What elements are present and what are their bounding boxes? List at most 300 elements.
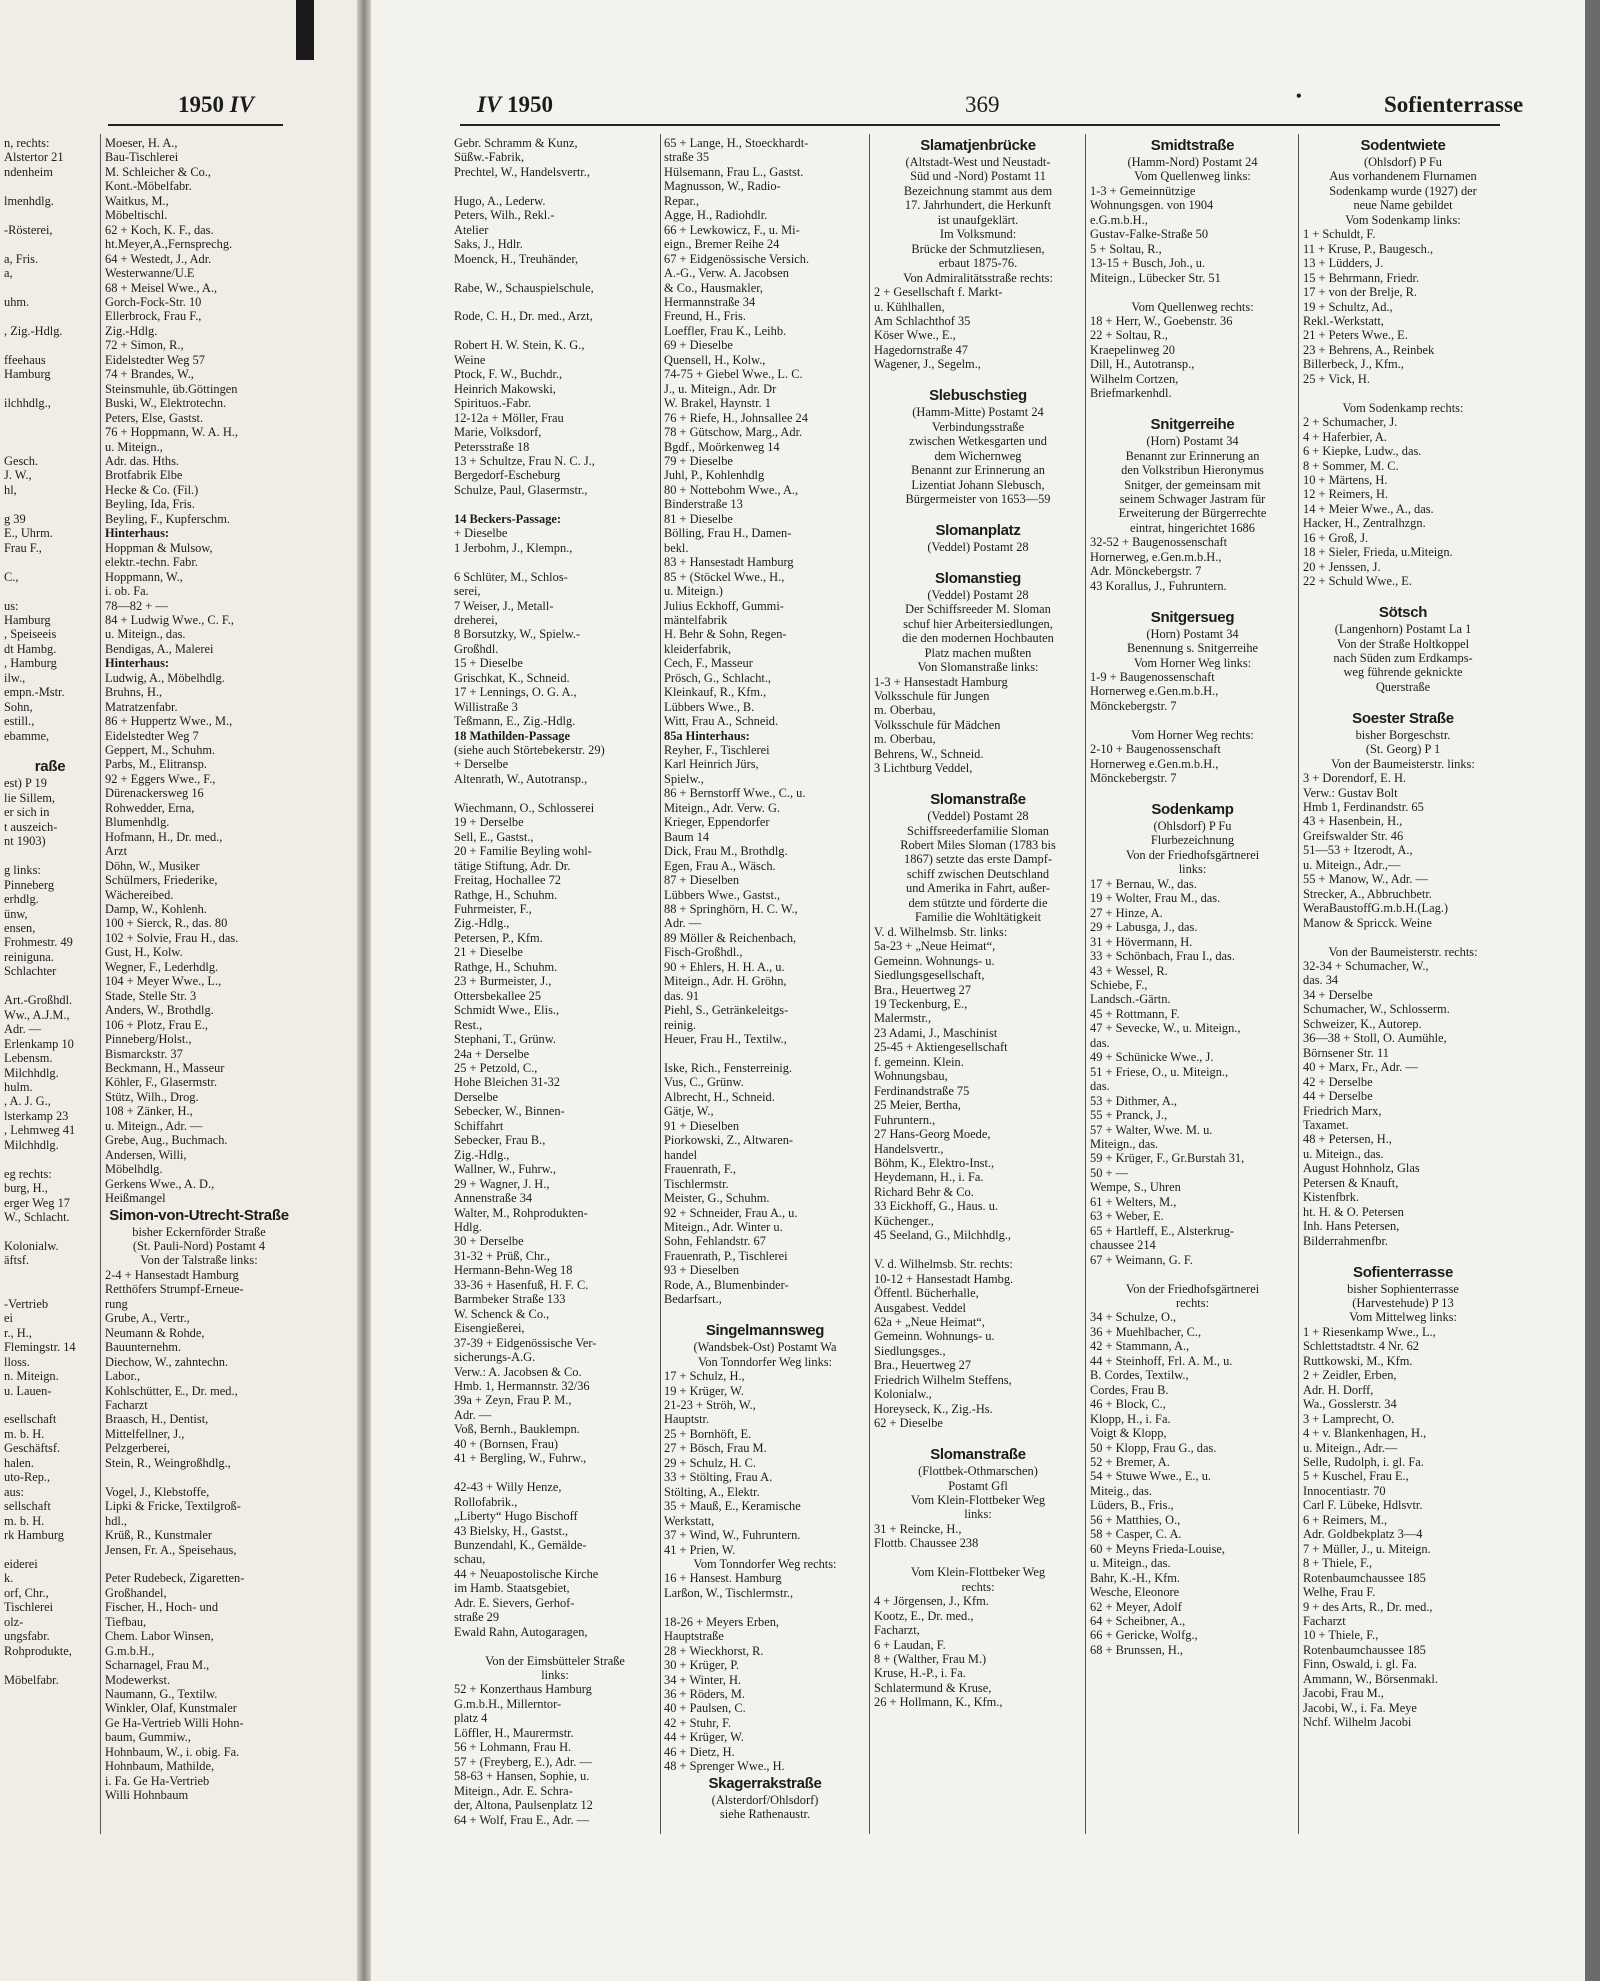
directory-line: t auszeich- bbox=[4, 819, 58, 834]
directory-line: 39a + Zeyn, Frau P. M., bbox=[454, 1393, 572, 1408]
directory-line: Miteig., das. bbox=[1090, 1483, 1152, 1498]
directory-line: Hugo, A., Lederw. bbox=[454, 193, 546, 208]
directory-line: Heuer, Frau H., Textilw., bbox=[664, 1032, 787, 1047]
directory-line: 67 + Eidgenössische Versich. bbox=[664, 251, 810, 266]
directory-line: Gust, H., Kolw. bbox=[105, 945, 183, 960]
directory-line: 40 + (Bornsen, Frau) bbox=[454, 1436, 559, 1451]
directory-line: 33 Eickhoff, G., Haus. u. bbox=[874, 1199, 999, 1214]
directory-line: Fischer, H., Hoch- und bbox=[105, 1600, 219, 1615]
directory-line: Hmb 1, Ferdinandstr. 65 bbox=[1303, 800, 1424, 815]
street-heading: Soester Straße bbox=[1352, 709, 1454, 727]
directory-line: Hamburg bbox=[4, 367, 51, 382]
directory-line: ensen, bbox=[4, 921, 36, 936]
directory-line: Adr. — bbox=[664, 916, 702, 931]
directory-line: Billerbeck, J., Kfm., bbox=[1303, 357, 1404, 372]
directory-line: g 39 bbox=[4, 511, 26, 526]
directory-line: straße 35 bbox=[664, 150, 710, 165]
directory-line: Modewerkst. bbox=[105, 1672, 171, 1687]
directory-line: 4 + Haferbier, A. bbox=[1303, 429, 1387, 444]
directory-line: 86 + Huppertz Wwe., M., bbox=[105, 714, 233, 729]
directory-line: Atelier bbox=[454, 222, 489, 237]
directory-line: Von der Straße Holtkoppel bbox=[1336, 636, 1470, 651]
directory-line: Hohnbaum, W., i. obig. Fa. bbox=[105, 1744, 240, 1759]
directory-line: Postamt Gfl bbox=[948, 1478, 1008, 1493]
directory-line bbox=[1303, 589, 1503, 603]
directory-line: ht. H. & O. Petersen bbox=[1303, 1204, 1404, 1219]
directory-line: Miteign., Adr. E. Schra- bbox=[454, 1783, 573, 1798]
directory-line: Art.-Großhdl. bbox=[4, 993, 73, 1008]
directory-line bbox=[4, 1152, 96, 1166]
directory-line: B. Cordes, Textilw., bbox=[1090, 1368, 1189, 1383]
directory-line: V. d. Wilhelmsb. Str. links: bbox=[874, 924, 1008, 939]
directory-line: Hauptstraße bbox=[664, 1629, 724, 1644]
column-divider bbox=[100, 134, 101, 1834]
directory-line: Meister, G., Schuhm. bbox=[664, 1191, 770, 1206]
directory-line: e.G.m.b.H., bbox=[1090, 212, 1148, 227]
directory-line: Flemingstr. 14 bbox=[4, 1340, 76, 1355]
directory-line: 17. Jahrhundert, die Herkunft bbox=[904, 198, 1052, 213]
directory-line: Gesch. bbox=[4, 453, 39, 468]
directory-line: Geschäftsf. bbox=[4, 1441, 61, 1456]
directory-line: 18 + Herr, W., Goebenstr. 36 bbox=[1090, 313, 1233, 328]
directory-line: Rohprodukte, bbox=[4, 1643, 72, 1658]
directory-line: Hornerweg e.Gen.m.b.H., bbox=[1090, 684, 1219, 699]
directory-line: Schumacher, W., Schlosserm. bbox=[1303, 1002, 1450, 1017]
directory-line: 1867) setzte das erste Dampf- bbox=[904, 852, 1052, 867]
directory-line: 19 + Schultz, Ad., bbox=[1303, 299, 1393, 314]
directory-line: Frauenrath, P., Tischlerei bbox=[664, 1248, 788, 1263]
directory-line: 1 Jerbohm, J., Klempn., bbox=[454, 540, 573, 555]
directory-line: Wagener, J., Segelm., bbox=[874, 357, 981, 372]
directory-column bbox=[664, 136, 866, 1822]
directory-line: Bgdf., Moörkenweg 14 bbox=[664, 439, 780, 454]
directory-line bbox=[4, 309, 96, 323]
directory-line: a, Fris. bbox=[4, 251, 39, 266]
directory-line bbox=[874, 506, 1082, 520]
directory-line: 86 + Bernstorff Wwe., C., u. bbox=[664, 786, 806, 801]
directory-line: Bendigas, A., Malerei bbox=[105, 641, 214, 656]
directory-line: (Ohlsdorf) P Fu bbox=[1153, 819, 1232, 834]
directory-line: Damp, W., Kohlenh. bbox=[105, 902, 207, 917]
directory-line: Sebecker, W., Binnen- bbox=[454, 1104, 565, 1119]
directory-line: Krieger, Eppendorfer bbox=[664, 815, 770, 830]
directory-line: (Langenhorn) Postamt La 1 bbox=[1334, 622, 1472, 637]
directory-line: Nchf. Wilhelm Jacobi bbox=[1303, 1715, 1412, 1730]
directory-line: 20 + Familie Beyling wohl- bbox=[454, 844, 592, 859]
directory-line: Volksschule für Mädchen bbox=[874, 717, 1001, 732]
directory-line: Parbs, M., Elitransp. bbox=[105, 757, 207, 772]
directory-line: (Alsterdorf/Ohlsdorf) bbox=[711, 1792, 819, 1807]
directory-line: Ferdinandstraße 75 bbox=[874, 1083, 970, 1098]
directory-line: 80 + Nottebohm Wwe., A., bbox=[664, 482, 799, 497]
directory-line bbox=[1090, 401, 1295, 415]
directory-line: 46 + Block, C., bbox=[1090, 1397, 1166, 1412]
directory-line: Hoppman & Mulsow, bbox=[105, 540, 213, 555]
directory-line: Robert Miles Sloman (1783 bis bbox=[900, 838, 1056, 853]
directory-line: Jacobi, Frau M., bbox=[1303, 1686, 1384, 1701]
directory-line: Facharzt bbox=[1303, 1613, 1346, 1628]
directory-line: Hofmann, H., Dr. med., bbox=[105, 829, 223, 844]
directory-line: Beyling, Ida, Fris. bbox=[105, 497, 195, 512]
directory-line: 43 Bielsky, H., Gastst., bbox=[454, 1523, 569, 1538]
directory-line: Repar., bbox=[664, 193, 700, 208]
directory-line: 61 + Welters, M., bbox=[1090, 1194, 1177, 1209]
directory-line: 2-4 + Hansestadt Hamburg bbox=[105, 1267, 239, 1282]
directory-line: Scharnagel, Frau M., bbox=[105, 1658, 210, 1673]
directory-line: bisher Eckernförder Straße bbox=[132, 1224, 266, 1239]
directory-line: 31 + Reincke, H., bbox=[874, 1521, 962, 1536]
directory-line: 83 + Hansestadt Hamburg bbox=[664, 555, 794, 570]
directory-line: Möbelhdlg. bbox=[105, 1162, 163, 1177]
directory-line: neue Name gebildet bbox=[1353, 198, 1453, 213]
directory-line: 74 + Brandes, W., bbox=[105, 367, 194, 382]
directory-line: 23 + Burmeister, J., bbox=[454, 974, 552, 989]
directory-line: Selle, Rudolph, i. gl. Fa. bbox=[1303, 1454, 1424, 1469]
directory-line: , Speiseeis bbox=[4, 627, 57, 642]
directory-line bbox=[4, 1398, 96, 1412]
directory-line: lloss. bbox=[4, 1354, 30, 1369]
directory-line: 28 + Wieckhorst, R. bbox=[664, 1643, 764, 1658]
directory-line: (Horn) Postamt 34 bbox=[1146, 434, 1239, 449]
directory-line: Vom Sodenkamp rechts: bbox=[1342, 400, 1464, 415]
directory-line: Larßon, W., Tischlermstr., bbox=[664, 1585, 794, 1600]
directory-line bbox=[105, 1470, 293, 1484]
directory-line: Erweiterung der Bürgerrechte bbox=[1118, 506, 1267, 521]
directory-line: Rode, A., Blumenbinder- bbox=[664, 1277, 789, 1292]
directory-line: Vus, C., Grünw. bbox=[664, 1075, 744, 1090]
directory-line: M. Schleicher & Co., bbox=[105, 164, 211, 179]
directory-line: schuf hier Arbeitersiedlungen, bbox=[903, 616, 1053, 631]
directory-line: 25 + Vick, H. bbox=[1303, 371, 1370, 386]
street-heading: Slebuschstieg bbox=[929, 387, 1027, 405]
directory-line bbox=[4, 1225, 96, 1239]
directory-line: 14 + Meier Wwe., A., das. bbox=[1303, 501, 1434, 516]
directory-line bbox=[105, 1557, 293, 1571]
directory-line: Teßmann, E., Zig.-Hdlg. bbox=[454, 714, 576, 729]
directory-line: 63 + Weber, E. bbox=[1090, 1209, 1164, 1224]
directory-line: Klopp, H., i. Fa. bbox=[1090, 1411, 1171, 1426]
directory-line: Adr. Mönckebergstr. 7 bbox=[1090, 564, 1202, 579]
directory-line: Lübbers Wwe., Gastst., bbox=[664, 887, 781, 902]
directory-line: 76 + Hoppmann, W. A. H., bbox=[105, 425, 238, 440]
directory-line: Peters, Wilh., Rekl.- bbox=[454, 208, 555, 223]
directory-line: 13 + Lüdders, J. bbox=[1303, 256, 1384, 271]
directory-line: 3 + Dorendorf, E. H. bbox=[1303, 771, 1406, 786]
street-heading: Slomanstieg bbox=[935, 569, 1021, 587]
directory-line: (Veddel) Postamt 28 bbox=[927, 587, 1029, 602]
directory-line: 84 + Ludwig Wwe., C. F., bbox=[105, 612, 234, 627]
directory-line: eiderei bbox=[4, 1556, 38, 1571]
directory-line: 62 + Meyer, Adolf bbox=[1090, 1599, 1182, 1614]
directory-line: 51 + Friese, O., u. Miteign., bbox=[1090, 1064, 1229, 1079]
directory-line: links: bbox=[964, 1507, 992, 1522]
directory-line: G.m.b.H., bbox=[105, 1643, 155, 1658]
directory-line: Zig.-Hdlg., bbox=[454, 916, 510, 931]
directory-line: Wa., Gosslerstr. 34 bbox=[1303, 1397, 1397, 1412]
directory-line: 31-32 + Prüß, Chr., bbox=[454, 1248, 550, 1263]
directory-line: u. Kühlhallen, bbox=[874, 299, 945, 314]
directory-line: 44 + Neuapostolische Kirche bbox=[454, 1566, 599, 1581]
directory-line: der, Altona, Paulsenplatz 12 bbox=[454, 1798, 593, 1813]
directory-line: Köser Wwe., E., bbox=[874, 328, 956, 343]
directory-line: Von Slomanstraße links: bbox=[917, 660, 1039, 675]
directory-line: Bismarckstr. 37 bbox=[105, 1046, 183, 1061]
directory-line: Marie, Volksdorf, bbox=[454, 425, 542, 440]
directory-line: Benannt zur Erinnerung an bbox=[911, 463, 1045, 478]
directory-line: u. Miteign., Adr. — bbox=[105, 1118, 203, 1133]
directory-line: Alstertor 21 bbox=[4, 150, 64, 165]
running-head: Sofienterrasse bbox=[1384, 92, 1524, 117]
directory-line: Malermstr., bbox=[874, 1011, 932, 1026]
column-divider bbox=[1085, 134, 1086, 1834]
directory-line: Facharzt, bbox=[874, 1623, 920, 1638]
directory-line: Bra., Heuertweg 27 bbox=[874, 982, 972, 997]
directory-line: u. Miteign., bbox=[105, 439, 163, 454]
directory-line: hulm. bbox=[4, 1080, 33, 1094]
directory-line: m. Oberbau, bbox=[874, 732, 936, 747]
directory-line: kleiderfabrik, bbox=[664, 641, 732, 656]
directory-line: g links: bbox=[4, 863, 41, 878]
directory-line: 2-10 + Baugenossenschaft bbox=[1090, 742, 1221, 757]
directory-line: Rotenbaumchaussee 185 bbox=[1303, 1642, 1426, 1657]
directory-line: Manow & Spricck. Weine bbox=[1303, 915, 1432, 930]
directory-line: Ellerbrock, Frau F., bbox=[105, 309, 202, 324]
directory-line: erhdlg. bbox=[4, 892, 39, 907]
directory-line: Verw.: A. Jacobsen & Co. bbox=[454, 1364, 582, 1379]
directory-column bbox=[1303, 136, 1503, 1730]
directory-line: Zig.-Hdlg. bbox=[105, 323, 158, 338]
directory-line: us: bbox=[4, 598, 19, 613]
directory-line: Hermannstraße 34 bbox=[664, 294, 756, 309]
directory-line: Krüß, R., Kunstmaler bbox=[105, 1528, 213, 1543]
directory-line: 108 + Zänker, H., bbox=[105, 1104, 193, 1119]
directory-line: empn.-Mstr. bbox=[4, 685, 65, 700]
directory-line: 104 + Meyer Wwe., L., bbox=[105, 974, 222, 989]
directory-line: Grischkat, K., Schneid. bbox=[454, 670, 570, 685]
directory-line: 49 + Schünicke Wwe., J. bbox=[1090, 1050, 1214, 1065]
directory-line: Fisch-Großhdl., bbox=[664, 945, 743, 960]
directory-line bbox=[1090, 786, 1295, 800]
street-heading: Skagerrakstraße bbox=[708, 1774, 822, 1792]
directory-line bbox=[4, 584, 96, 598]
directory-line: Siedlungsges., bbox=[874, 1343, 946, 1358]
directory-line: , Zig.-Hdlg. bbox=[4, 323, 63, 338]
directory-line: 41 + Bergling, W., Fuhrw., bbox=[454, 1451, 587, 1466]
directory-line: u. Miteign., Adr.— bbox=[1303, 1440, 1398, 1455]
directory-line: Westerwanne/U.E bbox=[105, 266, 195, 281]
directory-line: 19 + Derselbe bbox=[454, 815, 524, 830]
directory-line: Heydemann, H., i. Fa. bbox=[874, 1170, 984, 1185]
street-heading: Slomanplatz bbox=[935, 521, 1021, 539]
directory-line: 56 + Lohmann, Frau H. bbox=[454, 1740, 572, 1755]
directory-line: , A. J. G., bbox=[4, 1094, 51, 1109]
directory-line: Schlachter bbox=[4, 964, 57, 979]
directory-column bbox=[874, 136, 1082, 1710]
directory-line: 1-3 + Gemeinnützige bbox=[1090, 183, 1196, 198]
street-heading: Sofienterrasse bbox=[1352, 1263, 1454, 1281]
directory-line: esellschaft bbox=[4, 1412, 57, 1427]
directory-line bbox=[664, 1600, 866, 1614]
directory-line: hdl., bbox=[105, 1513, 128, 1528]
directory-line: 64 + Westedt, J., Adr. bbox=[105, 251, 212, 266]
directory-line: Hohnbaum, Mathilde, bbox=[105, 1759, 215, 1774]
directory-line: Behrens, W., Schneid. bbox=[874, 746, 984, 761]
directory-line: ungsfabr. bbox=[4, 1629, 50, 1644]
directory-line bbox=[874, 1551, 1082, 1565]
directory-line: 12 + Reimers, H. bbox=[1303, 487, 1389, 502]
directory-line: Benennung s. Snitgerreihe bbox=[1126, 641, 1259, 656]
directory-line: 34 + Schulze, O., bbox=[1090, 1310, 1177, 1325]
directory-line: Mönckebergstr. 7 bbox=[1090, 771, 1177, 786]
directory-line: Hornerweg, e.Gen.m.b.H., bbox=[1090, 549, 1222, 564]
directory-line: Bölling, Frau H., Damen- bbox=[664, 526, 792, 541]
directory-line: (Horn) Postamt 34 bbox=[1146, 626, 1239, 641]
directory-line: Hermann-Behn-Weg 18 bbox=[454, 1263, 573, 1278]
directory-line: Prösch, G., Schlacht., bbox=[664, 670, 772, 685]
directory-line: Pinneberg/Holst., bbox=[105, 1032, 192, 1047]
directory-line: Werkstatt, bbox=[664, 1513, 715, 1528]
directory-line: 1-9 + Baugenossenschaft bbox=[1090, 669, 1215, 684]
directory-line: Der Schiffsreeder M. Sloman bbox=[905, 602, 1051, 617]
directory-line: Moeser, H. A., bbox=[105, 136, 178, 150]
directory-line: 27 Hans-Georg Moede, bbox=[874, 1127, 991, 1142]
directory-line: Diechow, W., zahntechn. bbox=[105, 1354, 229, 1369]
directory-line bbox=[454, 1639, 656, 1653]
directory-line: Strecker, A., Abbruchbetr. bbox=[1303, 886, 1432, 901]
directory-line bbox=[1090, 1267, 1295, 1281]
directory-line: Voigt & Klopp, bbox=[1090, 1426, 1167, 1441]
directory-line: Altenrath, W., Autotransp., bbox=[454, 771, 588, 786]
directory-line: orf, Chr., bbox=[4, 1585, 49, 1600]
directory-line: Eidelstedter Weg 7 bbox=[105, 728, 199, 743]
directory-line: (St. Pauli-Nord) Postamt 4 bbox=[132, 1238, 266, 1253]
directory-line: Süßw.-Fabrik, bbox=[454, 150, 525, 165]
directory-line: 21 + Peters Wwe., E. bbox=[1303, 328, 1408, 343]
directory-line: Waitkus, M., bbox=[105, 193, 169, 208]
directory-line: Vom Quellenweg rechts: bbox=[1131, 299, 1254, 314]
directory-line: lie Sillem, bbox=[4, 790, 55, 805]
scan-edge bbox=[296, 0, 314, 60]
directory-line: 62 + Koch, K. F., das. bbox=[105, 222, 214, 237]
directory-line: Innocentiastr. 70 bbox=[1303, 1483, 1386, 1498]
directory-line: rechts: bbox=[961, 1579, 995, 1594]
directory-line bbox=[1303, 1248, 1503, 1262]
directory-line: Eisengießerei, bbox=[454, 1321, 525, 1336]
directory-line: Milchhdlg. bbox=[4, 1065, 59, 1080]
directory-line: lmenhdlg. bbox=[4, 193, 54, 208]
directory-line: Buski, W., Elektrotechn. bbox=[105, 396, 227, 411]
directory-line: Von Admiralitätsstraße rechts: bbox=[903, 270, 1053, 285]
directory-line: 12-12a + Möller, Frau bbox=[454, 410, 564, 425]
directory-line: 25-45 + Aktiengesellschaft bbox=[874, 1040, 1008, 1055]
directory-line: Hamburg bbox=[4, 612, 51, 627]
directory-line: 57 + (Freyberg, E.), Adr. — bbox=[454, 1754, 592, 1769]
directory-line: 64 + Scheibner, A., bbox=[1090, 1613, 1186, 1628]
directory-line: Dick, Frau M., Brothdlg. bbox=[664, 844, 788, 859]
directory-line: eintrat, hingerichtet 1686 bbox=[1130, 520, 1255, 535]
directory-line: Küchenger., bbox=[874, 1213, 934, 1228]
directory-line: Vom Horner Weg links: bbox=[1133, 655, 1252, 670]
directory-line: Wächereibed. bbox=[105, 887, 174, 902]
directory-line bbox=[4, 849, 96, 863]
directory-line: 42 + Derselbe bbox=[1303, 1074, 1373, 1089]
directory-line: 81 + Dieselbe bbox=[664, 511, 733, 526]
directory-line: Greifswalder Str. 46 bbox=[1303, 828, 1404, 843]
directory-line: Rode, C. H., Dr. med., Arzt, bbox=[454, 309, 593, 324]
directory-line: 87 + Dieselben bbox=[664, 873, 740, 888]
directory-line: Freitag, Hochallee 72 bbox=[454, 873, 562, 888]
directory-line: 13-15 + Busch, Joh., u. bbox=[1090, 256, 1206, 271]
directory-line: 1 + Schuldt, F. bbox=[1303, 227, 1376, 242]
directory-line: 57 + Walter, Wwe. M. u. bbox=[1090, 1122, 1213, 1137]
directory-line: 5 + Soltau, R., bbox=[1090, 241, 1162, 256]
directory-line: 8 + (Walther, Frau M.) bbox=[874, 1651, 987, 1666]
directory-line: Matratzenfabr. bbox=[105, 699, 178, 714]
directory-line: Platz machen mußten bbox=[924, 645, 1032, 660]
directory-line: k. bbox=[4, 1571, 14, 1586]
directory-line: 74-75 + Giebel Wwe., L. C. bbox=[664, 367, 803, 382]
directory-line: Retthöfers Strumpf-Erneue- bbox=[105, 1282, 244, 1297]
directory-line: 33-36 + Hasenfuß, H. F. C. bbox=[454, 1277, 589, 1292]
directory-line: Jacobi, W., i. Fa. Meye bbox=[1303, 1700, 1417, 1715]
directory-line: 85 + (Stöckel Wwe., H., bbox=[664, 569, 785, 584]
directory-line: 58 + Casper, C. A. bbox=[1090, 1527, 1182, 1542]
directory-line: handel bbox=[664, 1147, 698, 1162]
directory-line: Richard Behr & Co. bbox=[874, 1184, 974, 1199]
directory-line: Adr. E. Sievers, Gerhof- bbox=[454, 1595, 575, 1610]
street-heading: Smidtstraße bbox=[1150, 137, 1235, 154]
directory-line: 29 + Wagner, J. H., bbox=[454, 1176, 550, 1191]
directory-line: (Ohlsdorf) P Fu bbox=[1363, 155, 1443, 169]
directory-line: 2 + Gesellschaft f. Markt- bbox=[874, 285, 1003, 300]
directory-line bbox=[874, 1243, 1082, 1257]
directory-line bbox=[1090, 713, 1295, 727]
bullet-mark: • bbox=[1296, 88, 1302, 105]
directory-line: bisher Borgeschstr. bbox=[1355, 727, 1451, 742]
directory-line: Iske, Rich., Fensterreinig. bbox=[664, 1061, 793, 1075]
directory-line: 37 + Wind, W., Fuhruntern. bbox=[664, 1528, 801, 1543]
directory-line: ht.Meyer,A.,Fernsprechg. bbox=[105, 237, 233, 252]
directory-line: Ammann, W., Börsenmakl. bbox=[1303, 1671, 1438, 1686]
directory-line: Lübbers Wwe., B. bbox=[664, 699, 755, 714]
directory-line: Adr. — bbox=[454, 1407, 492, 1422]
directory-line: 36 + Muehlbacher, C., bbox=[1090, 1324, 1202, 1339]
directory-line: Gerkens Wwe., A. D., bbox=[105, 1176, 215, 1191]
directory-line: 18-26 + Meyers Erben, bbox=[664, 1614, 780, 1629]
directory-line: u. Miteign.) bbox=[664, 584, 723, 599]
directory-line: Bürgermeister von 1653—59 bbox=[905, 491, 1051, 506]
directory-line: Hoppmann, W., bbox=[105, 569, 183, 584]
directory-line: Siedlungsgesellschaft, bbox=[874, 968, 985, 983]
directory-line: 50 + Klopp, Frau G., das. bbox=[1090, 1440, 1217, 1455]
directory-line bbox=[664, 1047, 866, 1061]
directory-line: 44 + Krüger, W. bbox=[664, 1730, 744, 1745]
directory-line: dt Hambg. bbox=[4, 641, 57, 656]
directory-line bbox=[454, 266, 656, 280]
directory-line: erbaut 1875-76. bbox=[938, 256, 1018, 271]
directory-line: Kont.-Möbelfabr. bbox=[105, 179, 192, 194]
directory-line: Schlatermund & Kruse, bbox=[874, 1680, 992, 1695]
street-heading: Sodenkamp bbox=[1151, 801, 1234, 819]
directory-line: (Veddel) Postamt 28 bbox=[927, 809, 1029, 824]
directory-line: 10-12 + Hansestadt Hambg. bbox=[874, 1271, 1014, 1286]
directory-line: Böhm, K., Elektro-Inst., bbox=[874, 1156, 995, 1170]
directory-line: Reyher, F., Tischlerei bbox=[664, 743, 770, 758]
directory-line: 45 Seeland, G., Milchhdlg., bbox=[874, 1228, 1011, 1243]
directory-line: Briefmarkenhdl. bbox=[1090, 386, 1172, 401]
directory-line: Kolonialw., bbox=[874, 1387, 932, 1402]
directory-line: bisher Sophienterrasse bbox=[1347, 1281, 1459, 1296]
